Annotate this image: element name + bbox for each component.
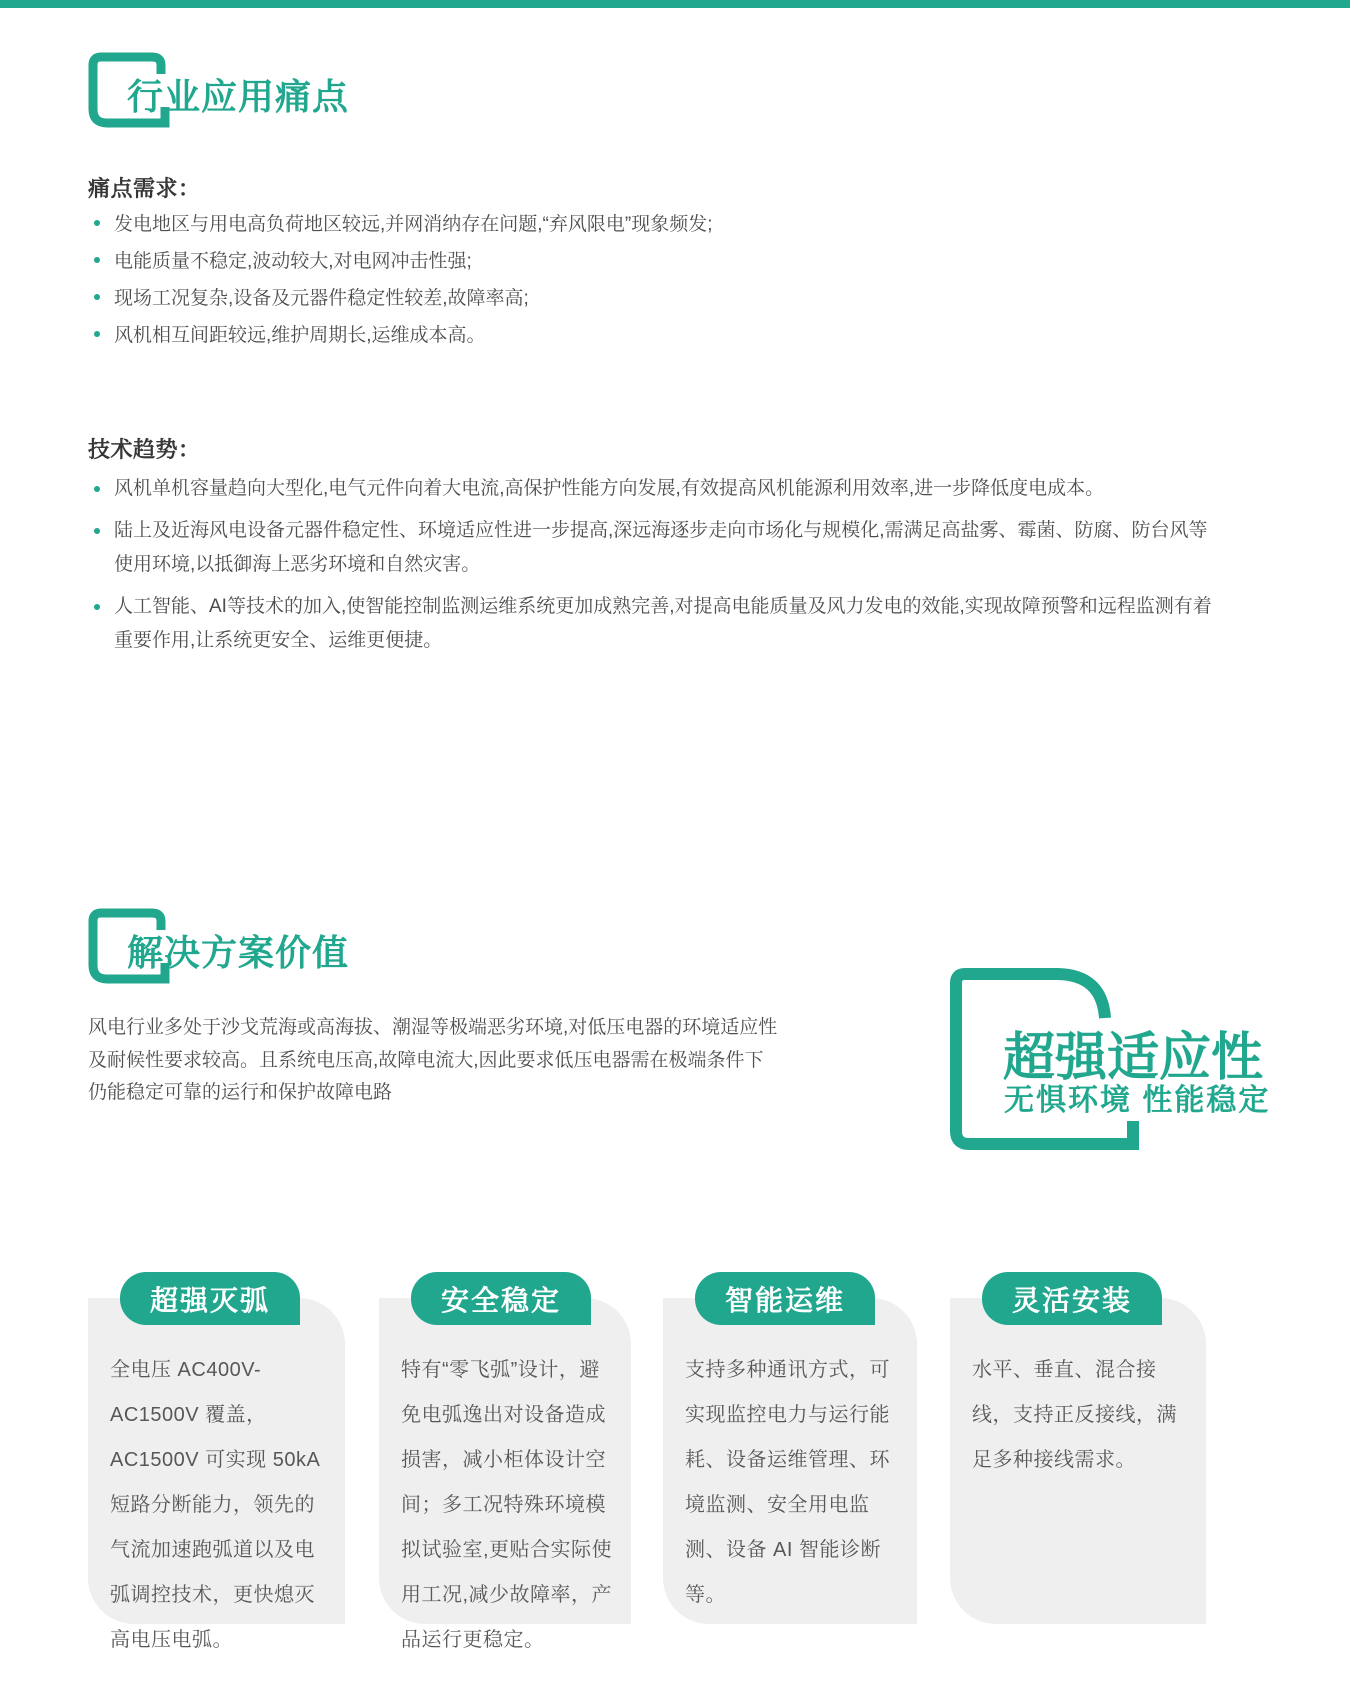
- adaptability-badge: [950, 965, 1280, 1160]
- demand-bullet-list: [88, 206, 1238, 354]
- pain-section-header: [88, 52, 508, 142]
- feature-card-arc-extinguishing: [88, 1284, 345, 1651]
- bullet-icon: [94, 294, 100, 300]
- list-item: [88, 514, 1218, 582]
- bullet-icon: [94, 220, 100, 226]
- card-tab: 安全稳定: [411, 1272, 591, 1325]
- bullet-icon: [94, 486, 100, 492]
- top-accent-bar: [0, 0, 1350, 8]
- list-item: [88, 317, 1238, 354]
- demand-heading: 痛点需求：: [88, 176, 201, 201]
- card-tab: 超强灭弧: [120, 1272, 300, 1325]
- bullet-text: 现场工况复杂,设备及元器件稳定性较差,故障率高;: [114, 288, 529, 309]
- bullet-text: 风机相互间距较远,维护周期长,运维成本高。: [114, 325, 486, 346]
- trend-bullet-list: [88, 472, 1218, 666]
- bullet-icon: [94, 331, 100, 337]
- bullet-text: 陆上及近海风电设备元器件稳定性、环境适应性进一步提高,深远海逐步走向市场化与规模化,需满足高盐雾、霉菌、防腐、防台风等使用环境,以抵御海上恶劣环境和自然灾害。: [114, 520, 1208, 575]
- bullet-text: 人工智能、AI等技术的加入,使智能控制监测运维系统更加成熟完善,对提高电能质量及风力发电的效能,实现故障预警和远程监测有着重要作用,让系统更安全、运维更便捷。: [114, 596, 1212, 651]
- bullet-text: 电能质量不稳定,波动较大,对电网冲击性强;: [114, 251, 472, 272]
- bullet-text: 发电地区与用电高负荷地区较远,并网消纳存在问题,“弃风限电”现象频发;: [114, 214, 713, 235]
- trend-heading: 技术趋势：: [88, 437, 201, 462]
- bullet-text: 风机单机容量趋向大型化,电气元件向着大电流,高保护性能方向发展,有效提高风机能源利用效率,进一步降低度电成本。: [114, 478, 1105, 499]
- solution-section-title: 解决方案价值: [127, 932, 350, 973]
- badge-subtitle: 无惧环境 性能稳定: [1004, 1084, 1271, 1117]
- list-item: [88, 472, 1218, 506]
- solution-paragraph: 风电行业多处于沙戈荒海或高海拔、潮湿等极端恶劣环境,对低压电器的环境适应性及耐候性要求较高。且系统电压高,故障电流大,因此要求低压电器需在极端条件下仍能稳定可靠的运行和保护故障电路: [88, 1017, 778, 1103]
- card-body-text: 特有“零飞弧”设计，避免电弧逸出对设备造成损害，减小柜体设计空间；多工况特殊环境模拟试验室,更贴合实际使用工况,减少故障率，产品运行更稳定。: [401, 1359, 613, 1651]
- card-body-text: 全电压 AC400V-AC1500V 覆盖，AC1500V 可实现 50kA 短路分断能力，领先的气流加速跑弧道以及电弧调控技术，更快熄灭高电压电弧。: [110, 1359, 320, 1651]
- solution-section-header: [88, 908, 508, 998]
- pain-section-title: 行业应用痛点: [127, 76, 350, 117]
- card-body-text: 支持多种通讯方式，可实现监控电力与运行能耗、设备运维管理、环境监测、安全用电监测、设备 AI 智能诊断等。: [685, 1359, 890, 1606]
- list-item: [88, 590, 1218, 658]
- bullet-icon: [94, 528, 100, 534]
- card-tab: 灵活安装: [982, 1272, 1162, 1325]
- feature-card-flexible-installation: [950, 1284, 1206, 1624]
- list-item: [88, 206, 1238, 243]
- list-item: [88, 243, 1238, 280]
- card-tab: 智能运维: [695, 1272, 875, 1325]
- card-body-text: 水平、垂直、混合接线，支持正反接线，满足多种接线需求。: [972, 1359, 1177, 1471]
- feature-cards-row: [88, 1272, 1218, 1651]
- badge-title: 超强适应性: [1003, 1029, 1264, 1087]
- feature-card-safety-stability: [379, 1284, 631, 1651]
- list-item: [88, 280, 1238, 317]
- feature-card-smart-operations: [663, 1284, 917, 1624]
- bullet-icon: [94, 604, 100, 610]
- bullet-icon: [94, 257, 100, 263]
